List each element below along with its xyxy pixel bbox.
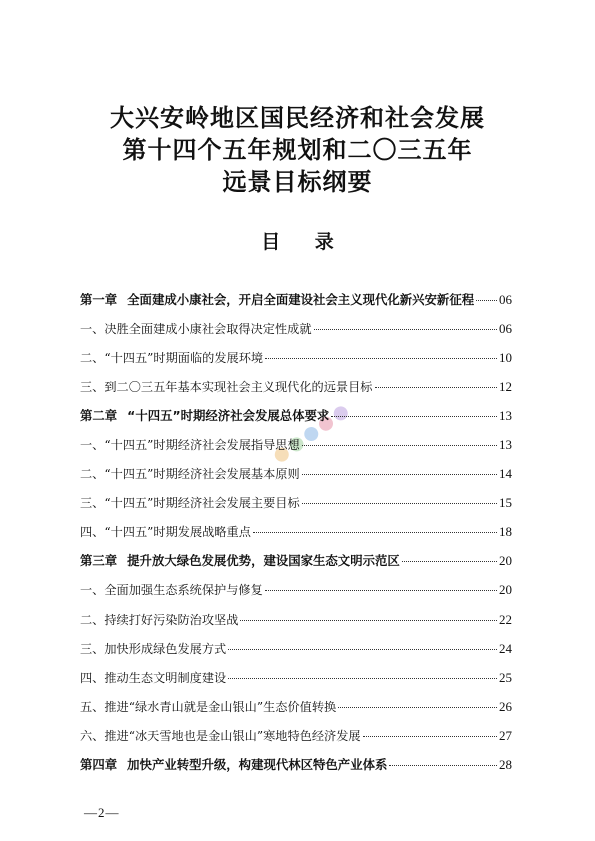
toc-entry-label xyxy=(80,581,263,599)
toc-entry-title: 全面建成小康社会，开启全面建设社会主义现代化新兴安新征程 xyxy=(127,292,475,307)
title-line-1: 大兴安岭地区国民经济和社会发展 xyxy=(110,103,485,132)
toc-entry-label xyxy=(80,756,387,774)
toc-section-entry[interactable] xyxy=(80,378,512,407)
toc-page-number: 24 xyxy=(499,640,512,656)
toc-page-number: 12 xyxy=(499,379,512,395)
toc-dot-leader xyxy=(228,678,497,679)
toc-chapter-entry[interactable] xyxy=(80,407,512,436)
toc-entry-title: 二、“十四五”时期面临的发展环境 xyxy=(80,351,264,366)
toc-page-number: 18 xyxy=(499,524,512,540)
toc-entry-title: 六、推进“冰天雪地也是金山银山”寒地特色经济发展 xyxy=(80,728,361,743)
toc-entry-title: 三、加快形成绿色发展方式 xyxy=(80,641,227,656)
toc-page-number: 06 xyxy=(499,292,512,307)
toc-dot-leader xyxy=(331,416,497,417)
title-line-2: 第十四个五年规划和二〇三五年 xyxy=(122,135,473,164)
toc-chapter-number: 第四章 xyxy=(80,756,118,772)
toc-section-entry[interactable] xyxy=(80,465,512,494)
toc-page-number: 22 xyxy=(499,611,512,627)
toc-page-number: 20 xyxy=(499,582,512,598)
toc-entry-title: 加快产业转型升级，构建现代林区特色产业体系 xyxy=(127,756,388,772)
toc-chapter-number: 第三章 xyxy=(80,553,118,569)
toc-section-entry[interactable] xyxy=(80,320,512,349)
toc-dot-leader xyxy=(314,329,497,330)
toc-chapter-number: 第一章 xyxy=(80,292,118,307)
document-title xyxy=(0,102,595,198)
toc-dot-leader xyxy=(375,387,498,388)
toc-page-number: 26 xyxy=(499,698,512,714)
toc-entry-label xyxy=(80,523,251,541)
toc-page-number: 20 xyxy=(499,553,512,569)
toc-entry-label xyxy=(80,552,400,570)
toc-section-entry[interactable] xyxy=(80,523,512,552)
toc-entry-title: 一、决胜全面建成小康社会取得决定性成就 xyxy=(80,322,312,337)
toc-dot-leader xyxy=(389,765,497,766)
toc-entry-label xyxy=(80,727,361,745)
toc-entry-title: 五、推进“绿水青山就是金山银山”生态价值转换 xyxy=(80,699,337,714)
toc-dot-leader xyxy=(253,532,497,533)
toc-entry-label xyxy=(80,320,312,338)
toc-dot-leader xyxy=(302,474,497,475)
toc-entry-title: 二、持续打好污染防治攻坚战 xyxy=(80,612,239,627)
toc-section-entry[interactable] xyxy=(80,581,512,610)
toc-section-entry[interactable] xyxy=(80,698,512,727)
title-line-3: 远景目标纲要 xyxy=(222,167,373,196)
toc-chapter-entry[interactable] xyxy=(80,291,512,320)
toc-section-entry[interactable] xyxy=(80,349,512,378)
toc-page-number: 13 xyxy=(499,408,512,424)
toc-page-number: 15 xyxy=(499,495,512,511)
toc-dot-leader xyxy=(265,358,497,359)
toc-section-entry[interactable] xyxy=(80,669,512,698)
toc-chapter-number: 第二章 xyxy=(80,408,118,424)
toc-page-number: 27 xyxy=(499,727,512,743)
toc-entry-label xyxy=(80,611,238,629)
toc-entry-title: “十四五”时期经济社会发展总体要求 xyxy=(127,408,330,424)
toc-page-number: 06 xyxy=(499,321,512,337)
toc-dot-leader xyxy=(240,620,497,621)
toc-entry-title: 四、推动生态文明制度建设 xyxy=(80,670,227,685)
toc-heading: 目 录 xyxy=(261,231,348,253)
toc-entry-title: 二、“十四五”时期经济社会发展基本原则 xyxy=(80,467,300,482)
toc-entry-label xyxy=(80,465,300,483)
toc-chapter-entry[interactable] xyxy=(80,756,512,785)
toc-dot-leader xyxy=(302,503,497,504)
toc-entry-label xyxy=(80,378,373,396)
toc-dot-leader xyxy=(338,707,497,708)
toc-entry-label xyxy=(80,669,226,687)
toc-entry-label xyxy=(80,494,300,512)
toc-section-entry[interactable] xyxy=(80,640,512,669)
toc-page-number: 13 xyxy=(499,437,512,453)
toc-chapter-entry[interactable] xyxy=(80,552,512,581)
toc-entry-title: 三、到二〇三五年基本实现社会主义现代化的远景目标 xyxy=(80,380,373,395)
toc-dot-leader xyxy=(228,649,497,650)
toc-section-entry[interactable] xyxy=(80,494,512,523)
toc-page-number: 28 xyxy=(499,756,512,772)
toc-entry-label xyxy=(80,291,474,309)
toc-dot-leader xyxy=(302,445,497,446)
toc-entry-title: 四、“十四五”时期发展战略重点 xyxy=(80,525,251,540)
toc-dot-leader xyxy=(363,736,497,737)
toc-page-number: 14 xyxy=(499,466,512,482)
toc-dot-leader xyxy=(265,590,497,591)
toc-page-number: 25 xyxy=(499,669,512,685)
toc-entry-title: 一、全面加强生态系统保护与修复 xyxy=(80,583,263,598)
toc-entry-label xyxy=(80,436,300,454)
toc-entry-label xyxy=(80,698,336,716)
toc-entry-title: 一、“十四五”时期经济社会发展指导思想 xyxy=(80,438,300,453)
toc-entry-title: 三、“十四五”时期经济社会发展主要目标 xyxy=(80,496,300,511)
toc-entry-label xyxy=(80,407,329,425)
toc-section-entry[interactable] xyxy=(80,727,512,756)
toc-section-entry[interactable] xyxy=(80,436,512,465)
toc-page-number: 10 xyxy=(499,350,512,366)
toc-dot-leader xyxy=(476,300,497,301)
toc-entry-title: 提升放大绿色发展优势，建设国家生态文明示范区 xyxy=(127,553,400,569)
page-number: —2— xyxy=(84,805,120,820)
toc-entry-label xyxy=(80,349,263,367)
toc-entry-label xyxy=(80,640,226,658)
toc-section-entry[interactable] xyxy=(80,611,512,640)
table-of-contents xyxy=(80,291,512,785)
toc-dot-leader xyxy=(402,561,497,562)
